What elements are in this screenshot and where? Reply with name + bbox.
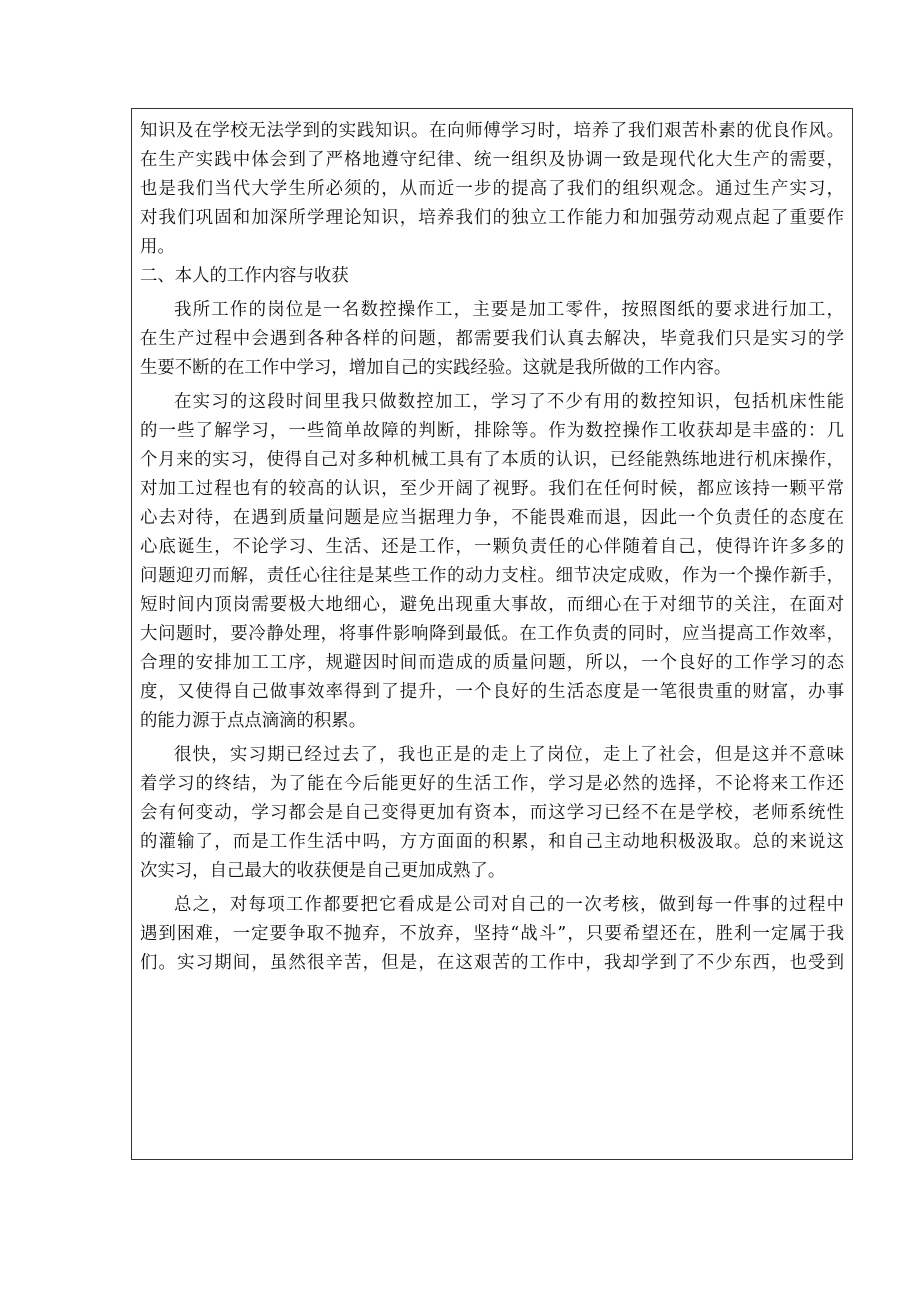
paragraph <box>140 296 844 383</box>
paragraph <box>140 388 844 736</box>
text-line: 用。 <box>140 237 175 257</box>
paragraph <box>140 741 844 886</box>
text-line: 在实习的这段时间里我只做数控加工，学习了不少有用的数控知识，包括机床性能 <box>174 392 844 412</box>
text-line: 个月来的实习，使得自己对多种机械工具有了本质的认识，已经能熟练地进行机床操作， <box>140 450 844 470</box>
text-line: 很快，实习期已经过去了，我也正是的走上了岗位，走上了社会，但是这并不意味 <box>174 745 844 765</box>
section-heading-text: 二、本人的工作内容与收获 <box>140 266 349 286</box>
text-line: 我所工作的岗位是一名数控操作工，主要是加工零件，按照图纸的要求进行加工， <box>174 300 844 320</box>
text-line: 次实习，自己最大的收获便是自己更加成熟了。 <box>140 861 506 881</box>
text-line: 在生产实践中体会到了严格地遵守纪律、统一组织及协调一致是现代化大生产的需要， <box>140 150 844 170</box>
text-line: 会有何变动，学习都会是自己变得更加有资本，而这学习已经不在是学校，老师系统性 <box>140 803 844 823</box>
text-line: 度，又使得自己做事效率得到了提升，一个良好的生活态度是一笔很贵重的财富，办事 <box>140 682 844 702</box>
paragraph <box>140 891 844 978</box>
text-line: 们。实习期间，虽然很辛苦，但是，在这艰苦的工作中，我却学到了不少东西，也受到 <box>140 953 844 973</box>
paragraph <box>140 117 844 262</box>
text-line: 也是我们当代大学生所必须的，从而近一步的提高了我们的组织观念。通过生产实习， <box>140 179 844 199</box>
text-line: 对加工过程也有的较高的认识，至少开阔了视野。我们在任何时候，都应该持一颗平常 <box>140 479 844 499</box>
text-line: 问题迎刃而解，责任心往往是某些工作的动力支柱。细节决定成败，作为一个操作新手， <box>140 566 844 586</box>
text-line: 短时间内顶岗需要极大地细心，避免出现重大事故，而细心在于对细节的关注，在面对 <box>140 595 844 615</box>
text-line: 的能力源于点点滴滴的积累。 <box>140 711 367 731</box>
text-line: 的灌输了，而是工作生活中吗，方方面面的积累，和自己主动地积极汲取。总的来说这 <box>140 832 844 852</box>
text-line: 知识及在学校无法学到的实践知识。在向师傅学习时，培养了我们艰苦朴素的优良作风。 <box>140 121 844 141</box>
text-line: 大问题时，要冷静处理，将事件影响降到最低。在工作负责的同时，应当提高工作效率， <box>140 624 844 644</box>
text-line: 遇到困难，一定要争取不抛弃，不放弃，坚持“战斗”，只要希望还在，胜利一定属于我 <box>140 924 844 944</box>
text-line: 对我们巩固和加深所学理论知识，培养我们的独立工作能力和加强劳动观点起了重要作 <box>140 208 844 228</box>
text-line: 在生产过程中会遇到各种各样的问题，都需要我们认真去解决，毕竟我们只是实习的学 <box>140 329 844 349</box>
document-frame <box>131 108 853 1160</box>
text-line: 合理的安排加工工序，规避因时间而造成的质量问题，所以，一个良好的工作学习的态 <box>140 653 844 673</box>
text-line: 心底诞生，不论学习、生活、还是工作，一颗负责任的心伴随着自己，使得许许多多的 <box>140 537 844 557</box>
text-line: 的一些了解学习，一些简单故障的判断，排除等。作为数控操作工收获却是丰盛的：几 <box>140 421 844 441</box>
section-heading <box>140 262 844 291</box>
text-line: 总之，对每项工作都要把它看成是公司对自己的一次考核，做到每一件事的过程中 <box>174 895 844 915</box>
text-line: 生要不断的在工作中学习，增加自己的实践经验。这就是我所做的工作内容。 <box>140 358 732 378</box>
text-line: 心去对待，在遇到质量问题是应当据理力争，不能畏难而退，因此一个负责任的态度在 <box>140 508 844 528</box>
text-line: 着学习的终结，为了能在今后能更好的生活工作，学习是必然的选择，不论将来工作还 <box>140 774 844 794</box>
document-body <box>140 117 844 978</box>
